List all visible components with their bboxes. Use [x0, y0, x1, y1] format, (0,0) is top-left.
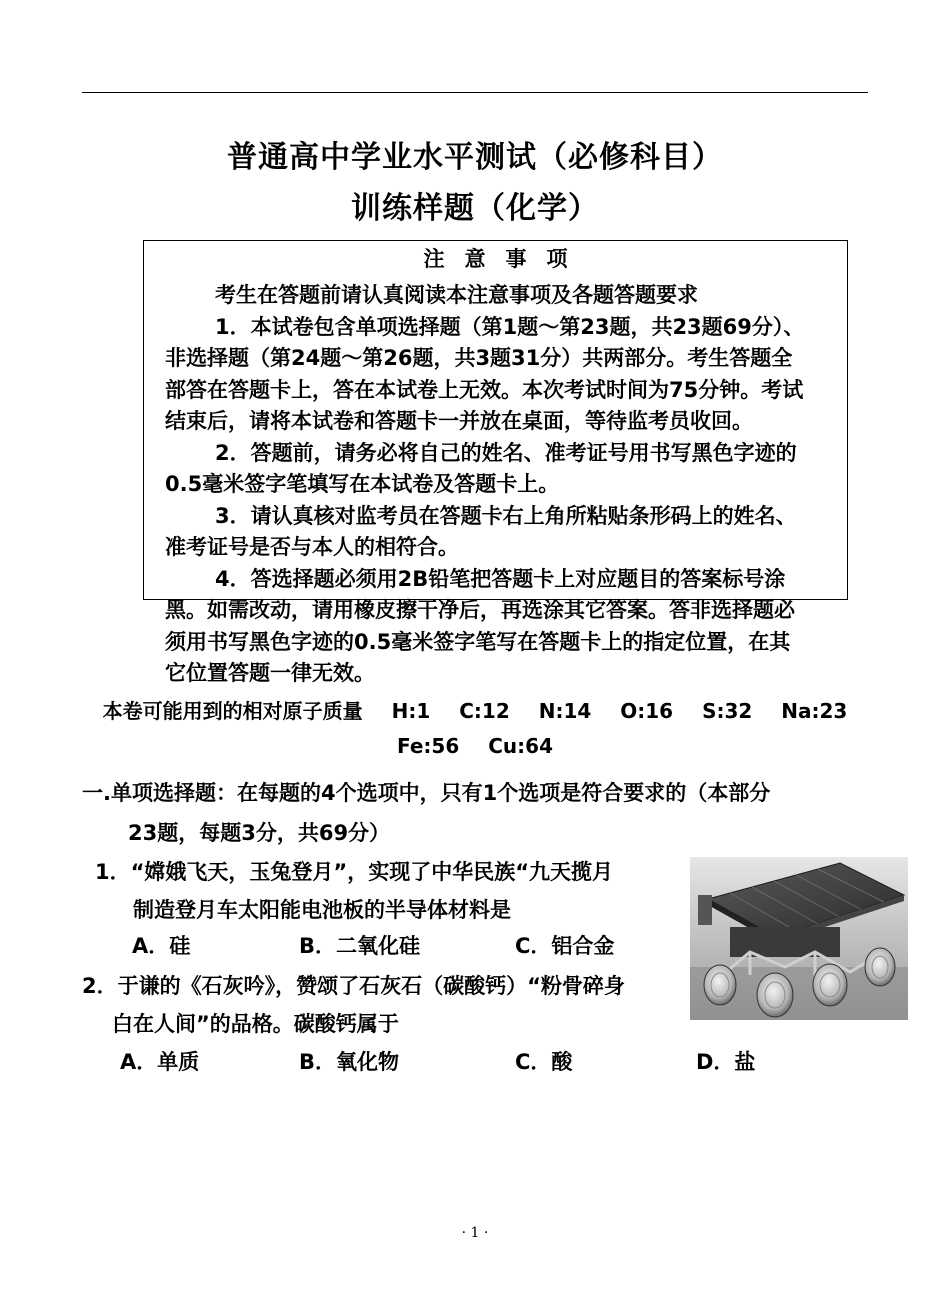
atomic-mass-value: Fe:56	[397, 734, 460, 758]
lunar-rover-photo	[690, 857, 908, 1020]
notice-item-1: 1．本试卷包含单项选择题（第1题～第23题，共23题69分）、非选择题（第24题～第26题，共3题31分）共两部分。考生答题全部答在答题卡上，答在本试卷上无效。本次考试时间为75分钟。考试结束后，请将本试卷和答题卡一并放在桌面，等待监考员收回。	[165, 314, 805, 433]
notice-item-3: 3．请认真核对监考员在答题卡右上角所粘贴条形码上的姓名、准考证号是否与本人的相符合。	[165, 503, 797, 559]
header-rule	[82, 92, 868, 93]
atomic-mass-value: C:12	[459, 699, 510, 723]
q1-option-b: B．二氧化硅	[299, 934, 421, 958]
exam-title: 普通高中学业水平测试（必修科目）	[227, 140, 723, 175]
atomic-mass-value: Na:23	[781, 699, 848, 723]
atomic-mass-label: 本卷可能用到的相对原子质量	[102, 699, 363, 723]
notice-body	[165, 280, 805, 690]
q1-option-a: A．硅	[132, 934, 191, 958]
question-1-line-2: 制造登月车太阳能电池板的半导体材料是	[133, 898, 511, 922]
atomic-mass-line	[0, 695, 950, 724]
question-2-line-1: 2．于谦的《石灰吟》，赞颂了石灰石（碳酸钙）“粉骨碎身	[82, 974, 625, 998]
section-heading-line-2: 23题，每题3分，共69分）	[128, 821, 391, 845]
question-1-line-1: 1．“嫦娥飞天，玉兔登月”，实现了中华民族“九天揽月	[95, 860, 614, 884]
atomic-mass-value: N:14	[538, 699, 592, 723]
q2-option-d: D．盐	[696, 1050, 756, 1074]
atomic-mass-value: O:16	[620, 699, 674, 723]
question-1-stem	[95, 853, 613, 929]
question-2-line-2: 白在人间”的品格。碳酸钙属于	[112, 1012, 399, 1036]
section-heading	[82, 773, 882, 853]
notice-intro: 考生在答题前请认真阅读本注意事项及各题答题要求	[215, 283, 698, 307]
section-heading-line-1: 一.单项选择题：在每题的4个选项中，只有1个选项是符合要求的（本部分	[82, 781, 771, 805]
atomic-mass-value: H:1	[391, 699, 431, 723]
notice-heading: 注意事项	[423, 247, 588, 271]
atomic-mass-value: S:32	[702, 699, 753, 723]
q2-option-b: B．氧化物	[299, 1050, 400, 1074]
exam-subtitle: 训练样题（化学）	[351, 191, 599, 226]
q1-option-c: C．铝合金	[515, 934, 615, 958]
notice-item-2: 2．答题前，请务必将自己的姓名、准考证号用书写黑色字迹的0.5毫米签字笔填写在本试卷及答题卡上。	[165, 440, 797, 496]
q2-option-a: A．单质	[120, 1050, 200, 1074]
atomic-mass-value: Cu:64	[488, 734, 553, 758]
notice-item-4: 4．答选择题必须用2B铅笔把答题卡上对应题目的答案标号涂黑。如需改动，请用橡皮擦干净后，再选涂其它答案。答非选择题必须用书写黑色字迹的0.5毫米签字笔写在答题卡上的指定位置，在其它位置答题一律无效。	[165, 566, 795, 685]
page-number: · 1 ·	[461, 1225, 489, 1241]
q2-option-c: C．酸	[515, 1050, 573, 1074]
question-2-stem	[82, 967, 625, 1043]
atomic-mass-line-2	[0, 734, 950, 758]
